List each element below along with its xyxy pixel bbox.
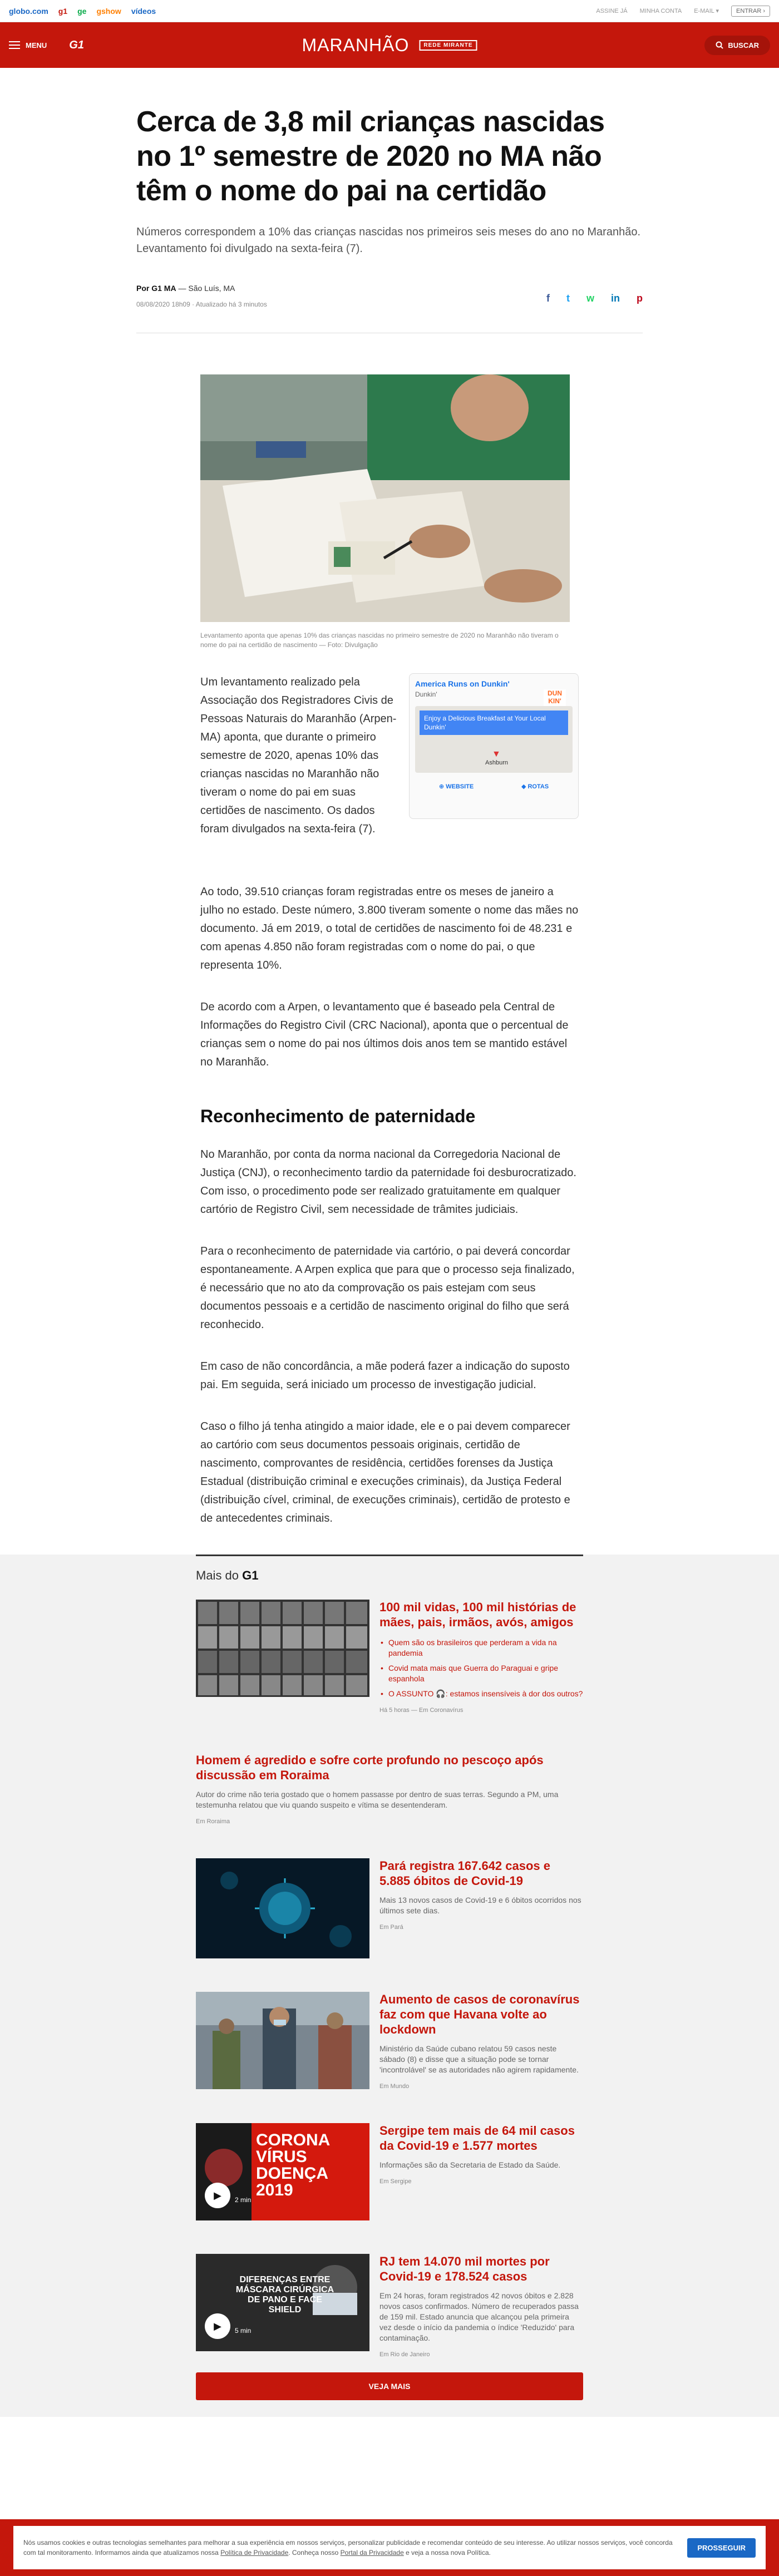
subscribe-link[interactable]: ASSINE JÁ (596, 7, 628, 14)
news-thumbnail[interactable] (196, 1858, 369, 1958)
dunkin-logo: DUN KIN' (544, 689, 566, 707)
video-overlay-text: CORONA VÍRUS DOENÇA 2019 (256, 2131, 330, 2199)
news-video-thumbnail[interactable] (196, 2123, 369, 2220)
news-title[interactable]: RJ tem 14.070 mil mortes por Covid-19 e 178.524 casos (379, 2254, 550, 2283)
whatsapp-share-icon[interactable]: w (586, 293, 594, 304)
more-brand: G1 (242, 1568, 259, 1582)
play-icon[interactable]: ▶ (205, 2183, 230, 2208)
globo-brands (9, 7, 156, 16)
cookie-banner (0, 2519, 779, 2576)
linkedin-share-icon[interactable]: in (611, 293, 620, 304)
more-news-section (0, 1555, 779, 2417)
paragraph-3: De acordo com a Arpen, o levantamento que é baseado pela Central de Informações do Registro Civil (CRC Nacional), aponta que o percentual de crianças sem o nome do pai nos últimos dois anos tem se mantido estável no Maranhão. (200, 1001, 569, 1068)
article-title: Cerca de 3,8 mil crianças nascidas no 1º semestre de 2020 no MA não têm o nome do pai na certidão (136, 106, 605, 207)
paragraph-2: Ao todo, 39.510 crianças foram registradas entre os meses de janeiro a julho no estado. Deste número, 3.800 tiveram somente o nome das mães no documento. Já em 2019, o total de certidões de nascimento foi de 48.231 e com apenas 4.850 não foram registradas com o nome do pai, o que representa 10%. (200, 886, 579, 971)
location: — São Luís, MA (176, 284, 235, 293)
virus-image (196, 1858, 369, 1958)
share-bar (546, 284, 643, 304)
paragraph-5: Para o reconhecimento de paternidade via cartório, o pai deverá concordar espontaneamente. A Arpen explica que para que o processo seja finalizado, é necessário que no ato da comprovação os pais estejam com seus documentos pessoais e a certidão de nascimento original do filho que será reconhecido. (200, 1245, 575, 1331)
cookie-box (13, 2526, 766, 2569)
globo-topbar (0, 0, 779, 22)
map-pin-icon: ▼ (492, 749, 501, 759)
g1-header (0, 22, 779, 68)
search-button[interactable] (704, 36, 770, 55)
lead-block (200, 673, 579, 838)
brand-gshow[interactable]: gshow (96, 6, 121, 16)
cookie-text-2: . Conheça nosso (288, 2549, 341, 2557)
search-icon (716, 41, 723, 49)
related-link[interactable]: • Quem são os brasileiros que perderam a vida na pandemia (379, 1637, 583, 1659)
ad-promo: Enjoy a Delicious Breakfast at Your Local Dunkin' (420, 710, 568, 735)
lead-paragraph: Um levantamento realizado pela Associação dos Registradores Civis de Pessoas Naturais do Maranhão (Arpen-MA) aponta, que durante o primeiro semestre de 2020, apenas 10% das crianças nascidas no Maranhão não tiveram o nome do pai em suas certidões de nascimento. Os dados foram divulgados na sexta-feira (7). (200, 676, 397, 835)
news-title[interactable]: Homem é agredido e sofre corte profundo no pescoço após discussão em Roraima (196, 1753, 544, 1782)
news-item[interactable] (196, 1600, 583, 1714)
login-button[interactable]: ENTRAR › (731, 6, 770, 17)
dunkin-ad[interactable] (409, 673, 579, 819)
ad-routes-label: ROTAS (527, 783, 549, 790)
article-header (136, 68, 643, 333)
pinterest-share-icon[interactable]: p (637, 293, 643, 304)
news-summary: Informações são da Secretaria de Estado da Saúde. (379, 2160, 561, 2169)
news-meta: Em Roraima (196, 1818, 230, 1825)
privacy-policy-link[interactable]: Política de Privacidade (220, 2549, 289, 2557)
news-item[interactable] (196, 2123, 583, 2220)
g1-logo[interactable]: G1 (69, 38, 84, 51)
more-news-list (196, 1555, 583, 2400)
paragraph-7: Caso o filho já tenha atingido a maior idade, ele e o pai devem comparecer ao cartório com seus documentos pessoais originais, certidão de nascimento, comprovantes de residência, certidões forenses da Justiça Estadual (distribuição criminal e execuções criminais), da Justiça Federal (distribuição cível, criminal, de execuções criminais), certidão de protesto e de antecedentes criminais. (200, 1420, 570, 1524)
account-links (596, 6, 770, 17)
publish-date: 08/08/2020 18h09 · Atualizado há 3 minutos (136, 300, 267, 308)
video-duration: 2 min (235, 2196, 252, 2204)
video-duration: 5 min (235, 2327, 252, 2335)
menu-label: MENU (26, 41, 47, 50)
brand-g1[interactable]: g1 (58, 6, 68, 16)
news-meta: Em Mundo (379, 2083, 410, 2090)
brand-ge[interactable]: ge (77, 6, 87, 16)
section-heading: Reconhecimento de paternidade (200, 1106, 476, 1126)
menu-button[interactable] (9, 41, 47, 50)
news-summary: Ministério da Saúde cubano relatou 59 casos neste sábado (8) e disse que a situação pode se tornar 'incontrolável' se as autoridades não agirem rapidamente. (379, 2044, 579, 2074)
news-title[interactable]: Aumento de casos de coronavírus faz com que Havana volte ao lockdown (379, 1992, 580, 2036)
my-account-link[interactable]: MINHA CONTA (639, 7, 682, 14)
news-item[interactable] (196, 2254, 583, 2358)
news-thumbnail[interactable] (196, 1600, 369, 1697)
more-news-title (196, 1568, 583, 1583)
privacy-portal-link[interactable]: Portal da Privacidade (340, 2549, 404, 2557)
ad-website-button[interactable]: ⊕ WEBSITE (438, 783, 474, 790)
related-link[interactable]: • O ASSUNTO 🎧: estamos insensíveis à dor dos outros? (379, 1689, 583, 1699)
paragraph-6: Em caso de não concordância, a mãe poderá fazer a indicação do suposto pai. Em seguida, será iniciado um processo de investigação judicial. (200, 1360, 570, 1391)
paragraph-4: No Maranhão, por conta da norma nacional da Corregedoria Nacional de Justiça (CNJ), o reconhecimento tardio da paternidade foi desburocratizado. Com isso, o procedimento pode ser realizado gratuitamente em qualquer cartório de Registro Civil, sem necessidade de trâmites judiciais. (200, 1148, 576, 1216)
photo-caption: Levantamento aponta que apenas 10% das crianças nascidas no primeiro semestre de 2020 no Maranhão não tiveram o nome do pai na certidão de nascimento — Foto: Divulgação (200, 631, 559, 649)
havana-street-image (196, 1992, 369, 2089)
article-subtitle: Números correspondem a 10% das crianças nascidas nos primeiros seis meses do ano no Maranhão. Levantamento foi divulgado na sexta-feira (7). (136, 226, 641, 255)
cookie-text (23, 2538, 680, 2558)
twitter-share-icon[interactable]: t (566, 293, 570, 304)
news-meta: Em Rio de Janeiro (379, 2351, 430, 2358)
news-title[interactable]: Sergipe tem mais de 64 mil casos da Covid-19 e 1.577 mortes (379, 2124, 575, 2153)
news-summary: Mais 13 novos casos de Covid-19 e 6 óbitos ocorridos nos últimos sete dias. (379, 1896, 581, 1915)
article-meta (136, 284, 643, 333)
news-title[interactable]: 100 mil vidas, 100 mil histórias de mães, pais, irmãos, avós, amigos (379, 1600, 576, 1629)
rede-mirante-logo: REDE MIRANTE (419, 40, 477, 51)
news-item[interactable] (196, 1753, 583, 1825)
ad-title[interactable]: America Runs on Dunkin' (415, 679, 510, 688)
map-place: Ashburn (485, 759, 508, 766)
ad-routes-button[interactable]: ◆ ROTAS (521, 783, 549, 790)
article-body (200, 333, 579, 1528)
play-icon[interactable]: ▶ (205, 2313, 230, 2339)
portrait-grid-image (196, 1600, 369, 1697)
news-meta: Em Sergipe (379, 2178, 412, 2185)
see-more-button[interactable]: VEJA MAIS (196, 2372, 583, 2400)
news-video-thumbnail[interactable] (196, 2254, 369, 2351)
brand-videos[interactable]: vídeos (131, 6, 156, 16)
byline (136, 284, 267, 293)
proceed-button[interactable]: PROSSEGUIR (687, 2538, 756, 2558)
related-link[interactable]: • Covid mata mais que Guerra do Paraguai e gripe espanhola (379, 1663, 583, 1684)
author[interactable]: Por G1 MA (136, 284, 176, 293)
ad-map[interactable] (415, 706, 573, 773)
article-photo[interactable] (200, 374, 570, 622)
search-label: BUSCAR (728, 41, 759, 50)
more-label: Mais do (196, 1568, 239, 1582)
brand-globo[interactable]: globo.com (9, 6, 48, 16)
section-title[interactable] (302, 35, 477, 56)
section-label: MARANHÃO (302, 34, 410, 55)
news-title[interactable]: Pará registra 167.642 casos e 5.885 óbitos de Covid-19 (379, 1859, 551, 1888)
cookie-text-1: Nós usamos cookies e outras tecnologias semelhantes para melhorar a sua experiência em nossos serviços, personalizar publicidade e recomendar conteúdo de seu interesse. Ao utilizar nossos serviços, você concorda com tal monitoramento. Informamos ainda que atualizamos nossa (23, 2539, 673, 2557)
facebook-share-icon[interactable]: f (546, 293, 550, 304)
news-meta: Há 5 horas — Em Coronavírus (379, 1707, 464, 1714)
news-summary: Autor do crime não teria gostado que o homem passasse por dentro de suas terras. Segundo a PM, uma testemunha relatou que viu quando suspeito e vítima se desentenderam. (196, 1790, 559, 1809)
news-thumbnail[interactable] (196, 1992, 369, 2089)
hamburger-icon (9, 41, 20, 49)
news-summary: Em 24 horas, foram registrados 42 novos óbitos e 2.828 novos casos confirmados. Número de recuperados passa de 159 mil. Estado anuncia que alcançou pela primeira vez desde o início da pandemia o índice 'Reduzido' para contaminação. (379, 2291, 579, 2342)
photo-illustration (200, 374, 570, 622)
related-links (379, 1637, 583, 1699)
ad-advertiser: Dunkin' (415, 690, 437, 698)
email-link[interactable]: E-MAIL ▾ (694, 8, 719, 14)
news-item[interactable] (196, 1992, 583, 2090)
news-item[interactable] (196, 1858, 583, 1958)
news-meta: Em Pará (379, 1924, 403, 1931)
cookie-text-3: e veja a nossa nova Política. (403, 2549, 491, 2557)
ad-actions (415, 783, 573, 790)
ad-website-label: WEBSITE (446, 783, 474, 790)
video-overlay-text: DIFERENÇAS ENTRE MÁSCARA CIRÚRGICA DE PANO E FACE SHIELD (235, 2275, 334, 2315)
